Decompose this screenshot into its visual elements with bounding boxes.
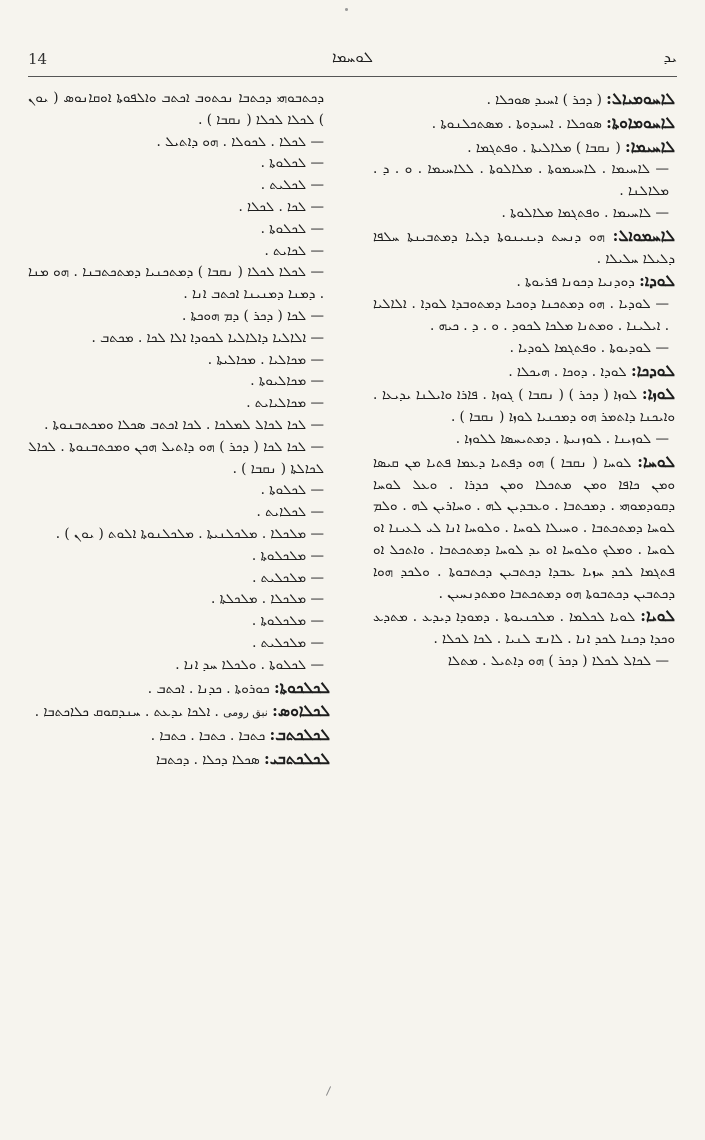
dictionary-entry (373, 294, 675, 338)
page-dot (345, 8, 348, 11)
entry-text: — ܠܟܐ . ܠܟܠܐ . (238, 198, 324, 215)
entry-headword: ܠܘܚܐ: (637, 451, 675, 471)
entry-text: ܠܘܙܐ ( ܕܟܪ ) ( ܢܩܒܐ ) ܓܘܙܐ . ܦܐܪܐ ܘܐܝܠܢܐ ܝܕܝܥܐ . ܘܐܝܟܢܐ ܕܐܬܡܪ ܗܘ ܕܡܟܢܝܐ ܠܘܙܐ ( ܢܩܒܐ ) . (373, 387, 675, 426)
dictionary-entry (373, 338, 675, 360)
dictionary-entry (28, 415, 330, 437)
dictionary-entry (28, 393, 330, 415)
page-number-latin: 14 (28, 50, 48, 68)
dictionary-entry (373, 270, 675, 294)
dictionary-entry (28, 633, 330, 655)
dictionary-entry (28, 88, 330, 132)
dictionary-entry (373, 383, 675, 429)
dictionary-entry (28, 480, 330, 502)
entry-text: — ܠܟܐ ( ܕܟܪ ) ܕܡ ܗܘܟܬܐ . (181, 307, 324, 324)
left-column (28, 88, 330, 772)
entry-headword: ܠܐܚܡܘܐܠ: (612, 225, 675, 245)
header-rule (28, 76, 677, 77)
dictionary-entry (373, 88, 675, 112)
dictionary-entry (28, 350, 330, 372)
entry-headword: ܠܟܠܟܘܬܐ: (273, 677, 330, 697)
dictionary-entry (373, 203, 675, 225)
entry-headword: ܠܟܠܐܘܣ: (272, 701, 330, 721)
entry-text: — ܠܟܠܘܬܐ . ܘܠܟܠܐ ܚܕ ܐܢܐ . (175, 656, 324, 673)
dictionary-entry (28, 437, 330, 481)
dictionary-entry (373, 360, 675, 384)
entry-text: ( ܢܩܒܐ ) ܡܠܐܠܝܬܐ . ܘܦܬܓܡܐ . (467, 139, 626, 156)
entry-text: — ܠܟܠܐ ܠܟܠܐ ( ܢܩܒܐ ) ܕܡܬܟܢܝܐ ܕܡܬܟܬܒܢܐ . ܗܘ ܡܢܐ . ܕܡܢܐ ܕܡܢܝܢܐ ܐܟܬܒ ܐܢܐ . (28, 264, 324, 303)
dictionary-entry (373, 136, 675, 160)
entry-text: ܠܘܚܐ ( ܢܩܒܐ ) ܗܘ ܕܦܬܝܐ ܕܥܡܐ ܦܬܝܐ ܡܢ ܩܝܣܐ ܘܡܢ ܟܐܦܐ ܘܡܢ ܡܬܟܠܐ ܘܡܢ ܟܕܪܐ . ܘܥܠ ܠܘܚܐ ܕܩܘܕܡܘܗܝ . ܕܡܟܬܒܐ . ܘܥܒܕܝܢ ܠܗ . ܘܚܐܪܝܢ ܠܗ . ܘܠܡ ܠܘܚܐ ܕܡܬܟܬܒܐ . ܘܚܝܠܐ ܠܘܚܐ . ܘܠܘܚܐ ܐܢܐ ܠܝ ܠܥܝܢܐ ܐܘ ܠܘܚܐ . ܘܡܠܟ ܘܠܘܚܐ ܐܘ ܝܕ ܠܘܚܐ ܕܡܬܟܬܒܐ . ܘܐܬܟܠ ܐܘ ܦܬܓܡܐ ܠܟܕ ܚܙܝܐ ܥܒܕܐ ܕܟܬܒܝܢ ܕܟܬܒܘܬܐ . ܘܠܟܕ ܗܘܐ ܕܟܬܒܝܢ ܕܟܬܒܘܬܐ ܗܘ ܕܡܬܟܬܒܐ ܘܡܬܕܢܚܝܢ . (373, 454, 675, 602)
dictionary-entry (373, 112, 675, 136)
entry-text: — ܡܠܟܠܝܬ . (252, 569, 324, 586)
entry-text: ܣܟܠܐ ܕܟܠܐ . ܕܟܬܒܐ (155, 751, 265, 768)
dictionary-entry (28, 328, 330, 350)
entry-headword: ܠܐܚܘܡܐܘܬܐ: (606, 112, 675, 132)
entry-headword: ܠܟܠܟܬܒ: (269, 725, 330, 745)
entry-text: ܠܘܕܐ . ܕܘܟܐ . ܗܝܟܠܐ . (508, 363, 631, 380)
right-column (373, 88, 675, 673)
entry-text: — ܠܘܕܝܘܬܐ . ܘܦܬܓܡܐ ܠܘܕܝܐ . (509, 339, 669, 356)
dictionary-entry (28, 724, 330, 748)
dictionary-entry (373, 605, 675, 651)
entry-text: — ܠܟܠܘܬܐ . (260, 482, 324, 499)
entry-text: — ܡܠܟܠܝܬ . (252, 634, 324, 651)
dictionary-entry (28, 175, 330, 197)
entry-text-continued: . ܐܠܟܐ ܝܕܥܬ . ܚܢܕܩܘܩ ܟܠܐܟܬܒܐ . (34, 704, 224, 721)
entry-text: — ܡܟܐܠܝܘܬܐ . (250, 373, 324, 390)
entry-text: — ܠܟܐܠ ܠܟܠܐ ( ܕܟܪ ) ܗܘ ܕܐܬܝܠ . ܡܬܠܐ (447, 652, 669, 669)
dictionary-entry (373, 451, 675, 606)
entry-text: — ܠܟܐ ܠܟܐܠ ܠܡܠܟܐ . ܠܟܐ ܐܟܬܒ ܣܟܠܐ ܘܡܟܬܒܢܘܬܐ . (44, 416, 324, 433)
dictionary-entry (373, 159, 675, 203)
entry-headword: ܠܘܕܟܐ: (630, 360, 675, 380)
dictionary-entry (28, 219, 330, 241)
dictionary-entry (373, 429, 675, 451)
dictionary-entry (28, 677, 330, 701)
dictionary-entry (28, 524, 330, 546)
entry-text: — ܡܠܟܠܐ . ܡܠܟܠܬܐ . (211, 591, 324, 608)
entry-text: ܟܘܪܘܬܐ . ܟܕܢܐ . ܐܟܬܒ . (147, 680, 274, 697)
page-header (28, 48, 677, 74)
entry-text: ܕܟܬܒܘܗܝ ܕܟܬܒܐ ܢܟܬܘܒ ܐܟܬܒ ܘܐܠܦܘܬܐ ܐܘܩܐܢܘܣ ( ܝܘܢ ) ܠܟܠܐ ܠܟܠܐ ( ܢܩܒܐ ) . (28, 90, 324, 128)
entry-text: ܣܘܟܠܐ . ܐܚܝܕܘܬܐ . ܡܣܬܟܠܢܘܬܐ . (431, 115, 607, 132)
entry-text: — ܠܐܚܝܡܐ . ܘܦܬܓܡܐ ܡܠܐܠܘܬܐ . (501, 204, 669, 221)
dictionary-entry (28, 371, 330, 393)
entry-text: — ܠܘܙܝܢܐ . ܠܘܙܢܝܬܐ . ܕܡܬܝܚܣܐ ܠܠܘܙܐ . (455, 430, 669, 447)
entry-headword: ܠܘܙܐ: (641, 384, 675, 404)
entry-text: — ܠܟܠܘܬܐ . (260, 220, 324, 237)
entry-text: ܟܬܒܐ . ܟܬܒܐ . ܟܬܒܐ . (150, 728, 270, 745)
entry-headword: ܠܐܚܝܡܐ: (625, 136, 675, 156)
entry-gloss: نبق رومى (223, 706, 268, 720)
dictionary-entry (28, 611, 330, 633)
dictionary-entry (373, 225, 675, 271)
dictionary-entry (28, 700, 330, 724)
dictionary-entry (28, 655, 330, 677)
entry-text: ܠܘܝܐ ܠܟܠܡܐ . ܡܠܟܢܝܘܬܐ . ܕܡܘܕܐ ܕܝܕܥ . ܡܬܕܥ ܘܟܕܐ ܕܟܢܐ ܠܟܕ ܐܢܐ . ܠܐܢܫ ܠܢܝܐ . ܠܟܐ ܠܟܠܐ . (373, 609, 675, 648)
entry-text: — ܡܟܐܠܝܐܝܬ . (246, 395, 324, 412)
dictionary-entry (28, 568, 330, 590)
dictionary-entry (28, 589, 330, 611)
dictionary-entry (28, 748, 330, 772)
entry-headword: ܠܘܝܐ: (640, 606, 675, 626)
dictionary-entry (28, 262, 330, 306)
entry-headword: ܠܐܚܘܡܝܐܠ: (606, 89, 675, 108)
dictionary-entry (28, 241, 330, 263)
entry-text: ܕܘܕܢܝܐ ܕܟܘܢܐ ܦܪܝܘܬܐ . (516, 274, 640, 291)
dictionary-entry (28, 153, 330, 175)
entry-text: — ܠܟܠܝܬ . (260, 177, 324, 194)
running-title: ܠܘܚܡܐ (332, 48, 373, 66)
dictionary-entry (28, 197, 330, 219)
entry-text: — ܠܟܠܘܬܐ . (260, 155, 324, 172)
dictionary-entry (28, 132, 330, 154)
entry-text: — ܡܠܟܠܘܬܐ . (251, 547, 324, 564)
dictionary-entry (28, 502, 330, 524)
entry-headword: ܠܘܕܐ: (639, 271, 675, 291)
entry-text: — ܠܟܐ ܠܟܐ ( ܕܟܪ ) ܗܘ ܕܐܬܝܠ ܗܟܢ ܘܡܟܬܒܢܘܬܐ . ܠܟܐܠ ܠܟܐܠܬܐ ( ܢܩܒܐ ) . (28, 438, 324, 477)
entry-headword: ܠܟܠܟܬܒܝ: (264, 748, 330, 768)
entry-text: — ܠܘܕܝܐ . ܗܘ ܕܡܬܟܢܐ ܕܘܟܝܐ ܕܡܬܘܒܕܐ ܠܘܕܐ . ܐܠܐܠܝܐ . ܐܝܠܝܢܐ . ܘܡܬܢܐ ܡܠܟܐ ܠܟܘܕ . ܘ . ܕ . ܟܝܗ . (373, 296, 669, 334)
entry-text: — ܠܐܚܝܡܐ . ܠܐܚܝܡܘܬܐ . ܡܠܐܠܘܬܐ . ܠܠܐܚܝܡܐ . ܘ . ܕ . ܡܠܐܠܢܐ . (373, 161, 669, 200)
entry-text: — ܐܠܐܠܝܐ ܕܐܠܐܠܝܐ ܠܟܘܕܐ ܐܠܐ ܠܟܐ . ܡܟܬܒ . (91, 329, 324, 346)
entry-text: — ܡܠܟܠܐ . ܡܠܟܠܢܝܬܐ . ܡܠܟܠܢܘܬܐ ܐܠܘܬ ( ܝܘܢ ) . (55, 525, 324, 542)
entry-text: — ܡܟܐܠܝܐ . ܡܟܐܠܝܬܐ . (207, 351, 324, 368)
dictionary-entry (373, 651, 675, 673)
page-mark (326, 1086, 331, 1095)
entry-text: — ܠܟܠܐ . ܠܟܘܠܐ . ܗܘ ܕܐܬܝܠ . (156, 133, 324, 150)
entry-text: ( ܕܟܪ ) ܐܚܝܕ ܣܘܟܠܐ . (486, 92, 607, 108)
entry-text: — ܠܟܠܐܝܬ . (256, 504, 324, 521)
dictionary-entry (28, 546, 330, 568)
entry-text: ܗܘ ܕܢܚܬ ܕܝܢܝܢܘܬܐ ܕܠܝܐ ܕܡܬܒܝܢܬܐ ܚܠܦܐ ܕܠܝܠܐ ܚܠܝܠܐ . (373, 228, 675, 267)
page-number-syriac: ܝܕ (663, 48, 677, 66)
entry-text: — ܡܠܟܠܘܬܐ . (251, 613, 324, 630)
entry-text: — ܠܟܐܝܬ . (264, 242, 324, 259)
dictionary-entry (28, 306, 330, 328)
